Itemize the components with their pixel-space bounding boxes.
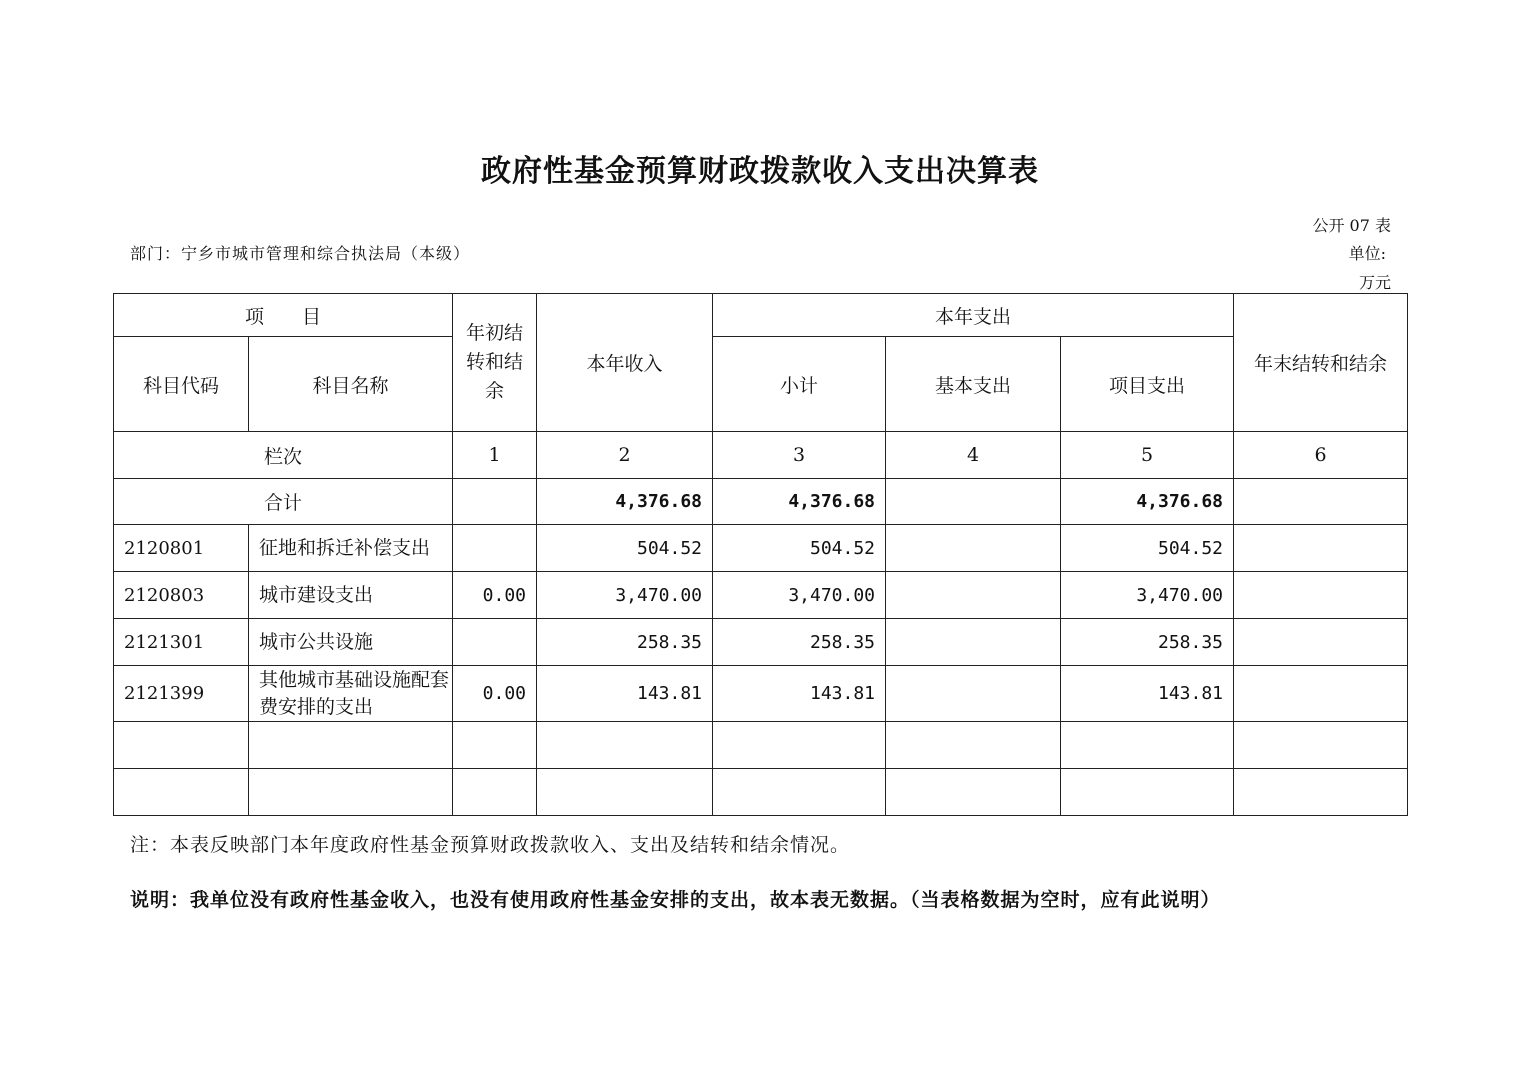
empty-cell [114, 769, 249, 816]
empty-cell [886, 722, 1061, 769]
header-code: 科目代码 [114, 337, 249, 432]
empty-cell [713, 769, 886, 816]
row-income: 504.52 [537, 525, 713, 572]
header-name: 科目名称 [249, 337, 453, 432]
empty-row [114, 722, 1408, 769]
row-ending [1234, 572, 1408, 619]
header-subtotal: 小计 [713, 337, 886, 432]
total-project: 4,376.68 [1061, 479, 1234, 525]
empty-cell [249, 769, 453, 816]
column-index-row [114, 432, 1408, 479]
header-income: 本年收入 [537, 294, 713, 432]
row-subtotal: 504.52 [713, 525, 886, 572]
row-subtotal: 258.35 [713, 619, 886, 666]
row-ending [1234, 666, 1408, 722]
column-index-2: 2 [537, 432, 713, 479]
row-income: 258.35 [537, 619, 713, 666]
column-index-label: 栏次 [114, 432, 453, 479]
row-name: 其他城市基础设施配套费安排的支出 [249, 666, 453, 722]
row-code: 2121301 [114, 619, 249, 666]
total-income: 4,376.68 [537, 479, 713, 525]
row-opening [453, 525, 537, 572]
empty-cell [1234, 722, 1408, 769]
table-row [114, 619, 1408, 666]
empty-cell [114, 722, 249, 769]
row-name: 城市建设支出 [249, 572, 453, 619]
total-subtotal: 4,376.68 [713, 479, 886, 525]
column-index-3: 3 [713, 432, 886, 479]
empty-cell [1061, 769, 1234, 816]
table-row [114, 572, 1408, 619]
row-opening: 0.00 [453, 572, 537, 619]
row-project: 143.81 [1061, 666, 1234, 722]
row-basic [886, 572, 1061, 619]
empty-row [114, 769, 1408, 816]
budget-table [113, 293, 1408, 816]
header-opening-balance-text: 年初结转和结余 [466, 322, 524, 402]
row-basic [886, 666, 1061, 722]
header-basic: 基本支出 [886, 337, 1061, 432]
row-income: 143.81 [537, 666, 713, 722]
row-opening [453, 619, 537, 666]
row-project: 3,470.00 [1061, 572, 1234, 619]
header-ending-balance: 年末结转和结余 [1234, 294, 1408, 432]
total-label: 合计 [114, 479, 453, 525]
row-basic [886, 525, 1061, 572]
total-ending [1234, 479, 1408, 525]
row-income: 3,470.00 [537, 572, 713, 619]
total-opening [453, 479, 537, 525]
row-code: 2121399 [114, 666, 249, 722]
row-subtotal: 3,470.00 [713, 572, 886, 619]
empty-cell [1234, 769, 1408, 816]
row-code: 2120803 [114, 572, 249, 619]
row-ending [1234, 619, 1408, 666]
row-code: 2120801 [114, 525, 249, 572]
page-title: 政府性基金预算财政拨款收入支出决算表 [481, 154, 1039, 189]
row-basic [886, 619, 1061, 666]
empty-cell [453, 722, 537, 769]
row-project: 504.52 [1061, 525, 1234, 572]
row-project: 258.35 [1061, 619, 1234, 666]
header-row-1 [114, 294, 1408, 337]
empty-cell [453, 769, 537, 816]
row-opening: 0.00 [453, 666, 537, 722]
table-remark: 说明：我单位没有政府性基金收入，也没有使用政府性基金安排的支出，故本表无数据。（当表格数据为空时，应有此说明） [130, 889, 1221, 911]
unit-label: 单位: [1348, 244, 1386, 263]
row-subtotal: 143.81 [713, 666, 886, 722]
table-row [114, 525, 1408, 572]
column-index-4: 4 [886, 432, 1061, 479]
column-index-6: 6 [1234, 432, 1408, 479]
empty-cell [537, 722, 713, 769]
department-label: 部门：宁乡市城市管理和综合执法局（本级） [130, 244, 471, 263]
empty-cell [537, 769, 713, 816]
row-name: 城市公共设施 [249, 619, 453, 666]
empty-cell [249, 722, 453, 769]
table-note: 注：本表反映部门本年度政府性基金预算财政拨款收入、支出及结转和结余情况。 [130, 834, 851, 856]
row-name: 征地和拆迁补偿支出 [249, 525, 453, 572]
empty-cell [886, 769, 1061, 816]
column-index-5: 5 [1061, 432, 1234, 479]
header-expenditure: 本年支出 [713, 294, 1234, 337]
unit-value: 万元 [1358, 273, 1391, 292]
header-project: 项 目 [114, 294, 453, 337]
header-project-expense: 项目支出 [1061, 337, 1234, 432]
row-ending [1234, 525, 1408, 572]
total-basic [886, 479, 1061, 525]
table-row [114, 666, 1408, 722]
column-index-1: 1 [453, 432, 537, 479]
header-opening-balance [453, 294, 537, 432]
total-row [114, 479, 1408, 525]
form-number: 公开 07 表 [1312, 216, 1391, 235]
empty-cell [713, 722, 886, 769]
header-row-2 [114, 337, 1408, 432]
empty-cell [1061, 722, 1234, 769]
